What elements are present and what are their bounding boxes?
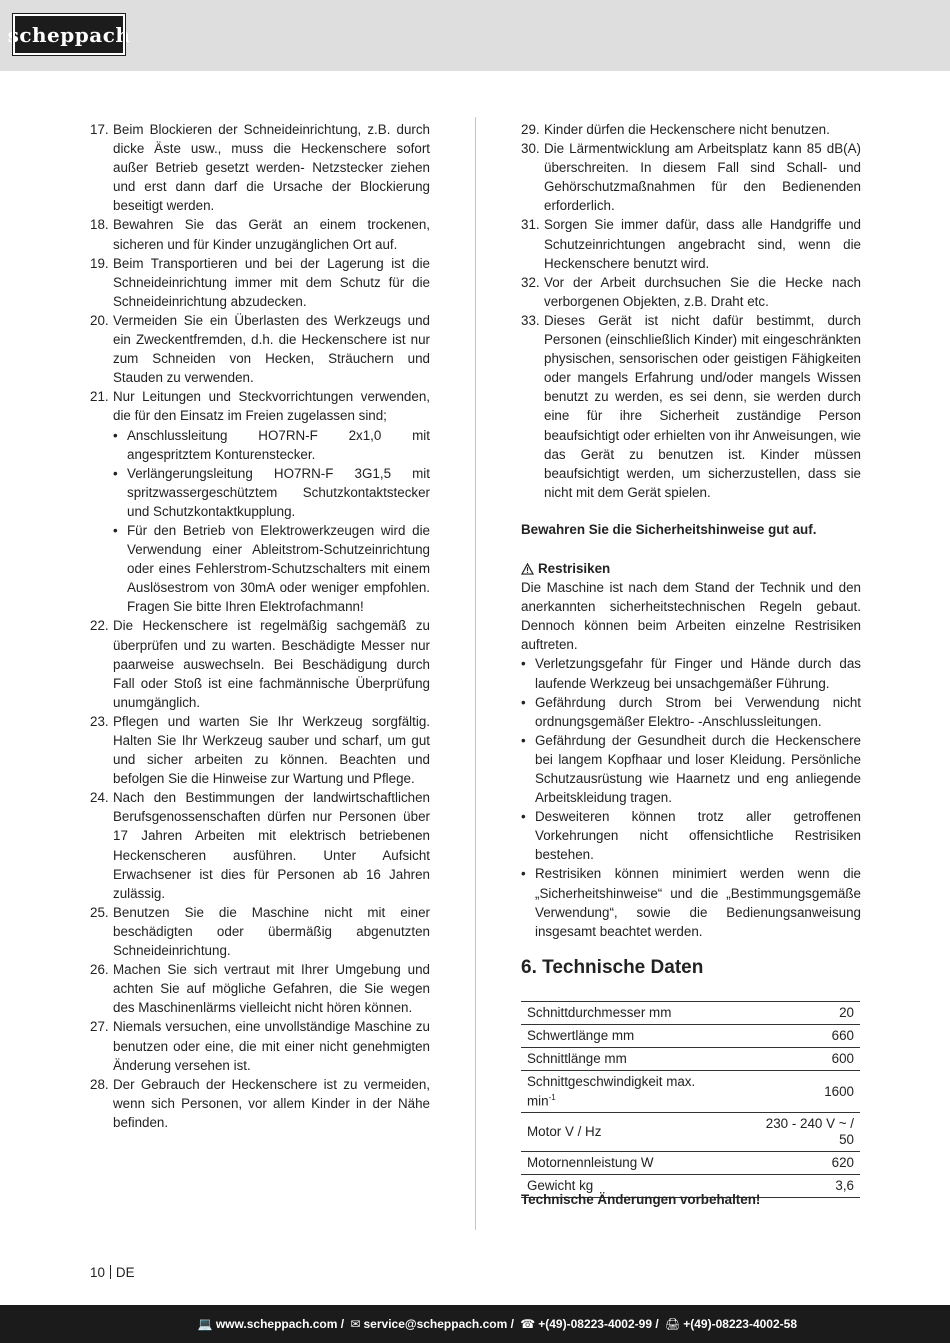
list-item-number: 33. xyxy=(521,312,540,328)
bullet-item xyxy=(113,426,430,464)
list-item-number: 19. xyxy=(90,255,109,271)
list-item xyxy=(90,903,430,960)
tech-label-text: Schnittgeschwindigkeit max. min xyxy=(527,1074,696,1109)
list-item xyxy=(521,311,861,502)
tech-row xyxy=(521,1152,860,1175)
footer-website[interactable]: www.scheppach.com xyxy=(215,1317,338,1331)
list-item-number: 20. xyxy=(90,312,109,328)
tech-label-superscript: -1 xyxy=(548,1093,556,1102)
tech-label-text: Schnittdurchmesser mm xyxy=(527,1005,672,1020)
bullet-icon: • xyxy=(521,866,526,882)
tech-label-text: Schwertlänge mm xyxy=(527,1028,635,1043)
list-item xyxy=(90,788,430,903)
left-column xyxy=(90,120,430,1132)
list-item-number: 25. xyxy=(90,904,109,920)
bullet-text: Verlängerungsleitung HO7RN-F 3G1,5 mit spritzwassergeschütztem Schutzkontaktstecker und Schutzkontaktkupplung. xyxy=(127,465,430,519)
bullet-item xyxy=(521,864,861,940)
list-item xyxy=(90,215,430,253)
list-item xyxy=(521,120,861,139)
list-item-number: 30. xyxy=(521,141,540,157)
residual-risks-intro: Die Maschine ist nach dem Stand der Technik und den anerkannten sicherheitstechnischen Regeln gebaut. Dennoch können beim Arbeiten einzelne Restrisiken auftreten. xyxy=(521,580,861,653)
warning-icon xyxy=(521,563,534,575)
list-item-number: 28. xyxy=(90,1076,109,1092)
list-item xyxy=(90,254,430,311)
tech-value: 620 xyxy=(756,1152,861,1175)
residual-risks-heading xyxy=(521,559,861,578)
bullet-icon: • xyxy=(113,427,118,443)
tech-row xyxy=(521,1071,860,1113)
footer-phone: +(49)-08223-4002-99 xyxy=(538,1317,652,1331)
right-column xyxy=(521,120,861,941)
page-language: DE xyxy=(115,1265,135,1280)
bullet-icon: • xyxy=(521,694,526,710)
fax-icon: 🖨 xyxy=(665,1317,681,1331)
safety-keep-note: Bewahren Sie die Sicherheitshinweise gut auf. xyxy=(521,521,817,537)
bullet-item xyxy=(113,521,430,616)
bullet-icon: • xyxy=(521,809,526,825)
list-item xyxy=(521,215,861,272)
phone-icon: ☎ xyxy=(520,1317,536,1331)
tech-label-text: Gewicht kg xyxy=(527,1178,594,1194)
tech-label xyxy=(521,1071,756,1113)
bullet-text: Gefährdung der Gesundheit durch die Heckenschere bei langem Kopfhaar und loser Kleidung. Persönliche Schutzausrüstung wie Haarnetz und eng anliegende Arbeitskleidung tragen. xyxy=(535,732,861,806)
bullet-text: Restrisiken können minimiert werden wenn die „Sicherheitshinweise“ und die „Bestimmungsgemäße Verwendung“, sowie die Bedienungsanweisung insgesamt beachtet werden. xyxy=(535,866,861,939)
list-item-text: Vor der Arbeit durchsuchen Sie die Hecke nach verborgenen Objekten, z.B. Draht etc. xyxy=(544,274,861,309)
footer-fax: +(49)-08223-4002-58 xyxy=(683,1317,797,1331)
bullet-text: Verletzungsgefahr für Finger und Hände durch das laufende Werkzeug bei unsachgemäßer Führung. xyxy=(535,656,861,691)
list-item-text: Beim Blockieren der Schneideinrichtung, z.B. durch dicke Äste usw., muss die Heckenschere sofort außer Betrieb gesetzt werden- Netzstecker ziehen und erst dann darf die Ursache der Blockierung beseitigt werden. xyxy=(113,122,430,214)
page-separator xyxy=(110,1265,111,1279)
bullet-icon: • xyxy=(521,656,526,672)
bullet-text: Für den Betrieb von Elektrowerkzeugen wird die Verwendung einer Ableitstrom-Schutzeinrichtung oder eines Fehlerstrom-Schutzschalters mit einem Auslösestrom von 30mA oder weniger empfohlen. Fragen Sie bitte Ihren Elektrofachmann! xyxy=(127,522,430,615)
safety-list-part-2 xyxy=(90,616,430,1132)
tech-label-text: Motornennleistung W xyxy=(527,1155,654,1171)
list-item xyxy=(521,139,861,215)
tech-label xyxy=(521,1113,756,1152)
list-item xyxy=(90,960,430,1017)
tech-data-table xyxy=(521,1001,860,1198)
tech-row xyxy=(521,1002,860,1025)
list-item-text: Beim Transportieren und bei der Lagerung ist die Schneideinrichtung immer mit dem Schutz für die Schneideinrichtung abzudecken. xyxy=(113,255,430,309)
list-item-number: 31. xyxy=(521,217,540,233)
bullet-item xyxy=(521,654,861,692)
list-item xyxy=(90,712,430,788)
bullet-text: Gefährdung durch Strom bei Verwendung nicht ordnungsgemäßer Elektro- -Anschlussleitungen. xyxy=(535,694,861,729)
list-item xyxy=(90,120,430,215)
header-band xyxy=(0,0,950,71)
list-item-text: Sorgen Sie immer dafür, dass alle Handgriffe und Schutzeinrichtungen angebracht sind, wenn die Heckenschere benutzt wird. xyxy=(544,217,861,271)
list-item-number: 32. xyxy=(521,274,540,290)
bullet-text: Anschlussleitung HO7RN-F 2x1,0 mit angespritztem Konturenstecker. xyxy=(127,427,430,462)
list-item-text: Pflegen und warten Sie Ihr Werkzeug sorgfältig. Halten Sie Ihr Werkzeug sauber und scharf, um gut und sicher arbeiten zu können. Beachten und befolgen Sie die Hinweise zur Wartung und Pflege. xyxy=(113,713,430,787)
bullet-item xyxy=(113,464,430,521)
list-item-text: Die Heckenschere ist regelmäßig sachgemäß zu überprüfen und zu warten. Beschädigte Messer nur paarweise auswechseln. Bei Beschädigung durch Fall oder Stoß ist eine fachmännische Überprüfung unumgänglich. xyxy=(113,618,430,710)
tech-label xyxy=(521,1025,756,1048)
list-item-number: 17. xyxy=(90,122,109,137)
list-item-text: Vermeiden Sie ein Überlasten des Werkzeugs und ein Zweckentfremden, d.h. die Heckenschere ist nur zum Schneiden von Hecken, Sträuchern und Stauden zu verwenden. xyxy=(113,312,430,386)
tech-data-heading: 6. Technische Daten xyxy=(521,957,704,978)
bullet-icon: • xyxy=(113,465,118,481)
list-item-number: 24. xyxy=(90,790,109,806)
list-item xyxy=(90,387,430,425)
safety-list-part-3 xyxy=(521,120,861,502)
tech-value: 660 xyxy=(756,1025,861,1048)
list-item-text: Die Lärmentwicklung am Arbeitsplatz kann 85 dB(A) überschreiten. In diesem Fall sind Schall- und Gehörschutzmaßnahmen für den Bedienenden erforderlich. xyxy=(544,141,861,214)
list-item xyxy=(90,311,430,387)
tech-value: 230 - 240 V ~ / 50 xyxy=(756,1113,861,1152)
footer-email[interactable]: service@scheppach.com xyxy=(363,1317,508,1331)
tech-label xyxy=(521,1002,756,1025)
tech-label-text: Schnittlänge mm xyxy=(527,1051,627,1066)
tech-row xyxy=(521,1025,860,1048)
tech-value: 20 xyxy=(756,1002,861,1025)
monitor-icon: 💻 xyxy=(197,1317,213,1331)
residual-risks-title: Restrisiken xyxy=(538,560,611,576)
list-item-number: 26. xyxy=(90,962,109,978)
list-item xyxy=(90,616,430,711)
list-item-text: Nur Leitungen und Steckvorrichtungen verwenden, die für den Einsatz im Freien zugelassen sind; xyxy=(113,389,430,424)
tech-label xyxy=(521,1152,756,1175)
tech-label xyxy=(521,1048,756,1071)
list-item-number: 27. xyxy=(90,1019,109,1035)
tech-value: 1600 xyxy=(756,1071,861,1113)
bullet-text: Desweiteren können trotz aller getroffenen Vorkehrungen nicht offensichtliche Restrisiken bestehen. xyxy=(535,809,861,863)
list-item-text: Benutzen Sie die Maschine nicht mit einer beschädigten oder übermäßig abgenutzten Schneideinrichtung. xyxy=(113,904,430,959)
tech-value: 3,6 xyxy=(756,1175,861,1198)
safety-list-part-1 xyxy=(90,120,430,426)
list-item-number: 29. xyxy=(521,122,540,137)
page-number xyxy=(90,1265,135,1280)
bullet-item xyxy=(521,807,861,864)
list-item-number: 22. xyxy=(90,618,109,634)
list-item-text: Niemals versuchen, eine unvollständige Maschine zu benutzen oder eine, die mit einer nicht genehmigten Änderung versehen ist. xyxy=(113,1019,430,1073)
list-item-text: Machen Sie sich vertraut mit Ihrer Umgebung und achten Sie auf mögliche Gefahren, die Sie wegen des Maschinenlärms vielleicht nicht hören können. xyxy=(113,962,430,1016)
mail-icon: ✉ xyxy=(350,1317,361,1331)
item-21-bullets xyxy=(90,426,430,617)
list-item-text: Kinder dürfen die Heckenschere nicht benutzen. xyxy=(544,122,830,137)
tech-label-text: Motor V / Hz xyxy=(527,1124,602,1140)
list-item-number: 23. xyxy=(90,713,109,729)
contact-footer: 💻 www.scheppach.com / ✉ service@scheppach.com / ☎ +(49)-08223-4002-99 / 🖨 +(49)-08223-4002-58 xyxy=(0,1305,950,1343)
list-item xyxy=(90,1075,430,1132)
scheppach-logo: scheppach xyxy=(13,14,125,55)
tech-row xyxy=(521,1048,860,1071)
residual-risks-list xyxy=(521,654,861,940)
list-item-number: 18. xyxy=(90,217,109,233)
page-number-value: 10 xyxy=(90,1265,105,1280)
list-item-text: Bewahren Sie das Gerät an einem trockenen, sicheren und für Kinder unzugänglichen Ort auf. xyxy=(113,217,430,252)
column-divider xyxy=(475,117,476,1230)
list-item-text: Dieses Gerät ist nicht dafür bestimmt, durch Personen (einschließlich Kinder) mit eingeschränkten physischen, sensorischen oder geistigen Fähigkeiten oder mangels Erfahrung und/oder mangels Wissen benutzt zu werden, es sei denn, sie werden durch eine für ihre Sicherheit zuständige Person beaufsichtigt oder erhielten von ihr Anweisungen, wie das Gerät zu benutzen ist. Kinder müssen beaufsichtigt werden, um sicherzustellen, dass sie nicht mit dem Gerät spielen. xyxy=(544,312,861,500)
tech-value: 600 xyxy=(756,1048,861,1071)
list-item xyxy=(90,1017,430,1074)
tech-changes-note: Technische Änderungen vorbehalten! xyxy=(521,1192,761,1207)
tech-row xyxy=(521,1113,860,1152)
list-item-text: Der Gebrauch der Heckenschere ist zu vermeiden, wenn sich Personen, vor allem Kinder in der Nähe befinden. xyxy=(113,1076,430,1130)
list-item-text: Nach den Bestimmungen der landwirtschaftlichen Berufsgenossenschaften dürfen nur Personen über 17 Jahren Arbeiten mit elektrisch betriebenen Heckenscheren ausführen. Unter Aufsicht Erwachsener ist dies für Personen ab 16 Jahren zulässig. xyxy=(113,790,430,901)
bullet-icon: • xyxy=(521,732,526,748)
bullet-icon: • xyxy=(113,522,118,538)
list-item-number: 21. xyxy=(90,389,109,405)
bullet-item xyxy=(521,731,861,807)
list-item xyxy=(521,273,861,311)
bullet-item xyxy=(521,693,861,731)
